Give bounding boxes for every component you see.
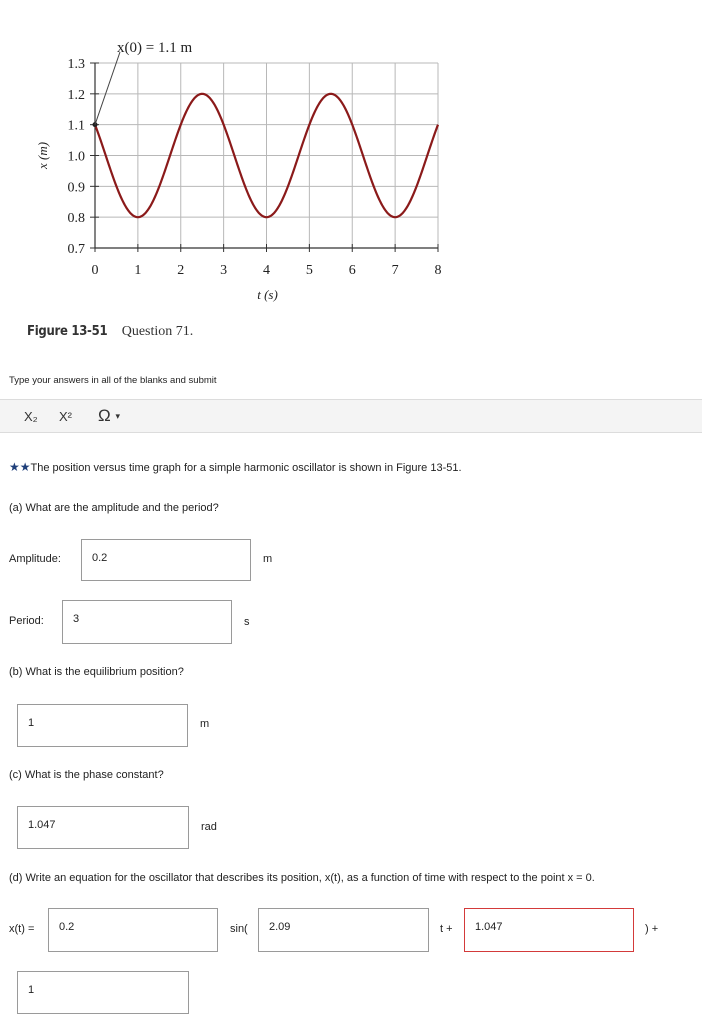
equation-xt-label: x(t) =: [9, 923, 35, 935]
editor-toolbar: [0, 399, 702, 433]
equilibrium-unit: m: [200, 718, 210, 730]
part-a-prompt: (a) What are the amplitude and the period?: [9, 502, 219, 514]
figure-caption-text: Question 71.: [121, 324, 194, 339]
question-intro: [9, 460, 462, 474]
y-tick-label: 1.2: [67, 87, 85, 103]
omega-icon: Ω: [98, 406, 111, 425]
superscript-button[interactable]: X²: [59, 409, 72, 424]
x-tick-label: 0: [91, 263, 99, 278]
x-tick-label: 1: [134, 263, 142, 278]
equation-close-plus-label: ) +: [645, 923, 659, 935]
x-tick-label: 4: [263, 263, 270, 278]
amplitude-unit: m: [263, 553, 273, 565]
equation-sin-label: sin(: [230, 923, 248, 935]
equilibrium-input[interactable]: 1: [17, 704, 188, 747]
chevron-down-icon: ▾: [115, 411, 120, 422]
chart-tick-labels: [68, 57, 442, 278]
equation-amplitude-input[interactable]: 0.2: [48, 908, 218, 952]
y-tick-label: 0.9: [67, 180, 85, 196]
x-tick-label: 5: [305, 263, 313, 278]
y-tick-label: 1.0: [67, 149, 85, 165]
x-tick-label: 7: [391, 263, 399, 278]
position-time-chart: [0, 0, 702, 310]
x-axis-label: t (s): [257, 287, 278, 302]
y-axis-label: x (m): [35, 141, 50, 170]
chart-annotation: x(0) = 1.1 m: [117, 40, 193, 56]
y-tick-label: 1.1: [67, 118, 85, 134]
period-input[interactable]: 3: [62, 600, 232, 644]
figure-label: Figure 13-51: [27, 324, 108, 339]
period-label: Period:: [9, 615, 44, 627]
chart-axes: [90, 63, 438, 252]
equation-omega-input[interactable]: 2.09: [258, 908, 429, 952]
difficulty-stars: ★★: [9, 460, 31, 474]
y-tick-label: 0.8: [67, 211, 85, 227]
part-d-prompt: (d) Write an equation for the oscillator that describes its position, x(t), as a function of time with respect to the point x = 0.: [9, 872, 595, 884]
symbol-menu-button[interactable]: [98, 406, 120, 426]
y-tick-label: 0.7: [67, 242, 85, 257]
question-intro-text: The position versus time graph for a simple harmonic oscillator is shown in Figure 13-51.: [30, 462, 462, 474]
amplitude-input[interactable]: 0.2: [81, 539, 251, 581]
figure-caption: [27, 322, 193, 340]
x-tick-label: 8: [434, 263, 442, 278]
chart-grid: [95, 63, 438, 248]
instructions: Type your answers in all of the blanks and submit: [9, 375, 217, 386]
amplitude-label: Amplitude:: [9, 553, 61, 565]
x-tick-label: 6: [348, 263, 356, 278]
subscript-button[interactable]: X₂: [24, 409, 38, 424]
part-b-prompt: (b) What is the equilibrium position?: [9, 666, 184, 678]
part-c-prompt: (c) What is the phase constant?: [9, 769, 164, 781]
x-tick-label: 2: [177, 263, 185, 278]
y-tick-label: 1.3: [67, 57, 85, 72]
equation-t-plus-label: t +: [440, 923, 453, 935]
x-tick-label: 3: [220, 263, 228, 278]
period-unit: s: [244, 616, 250, 628]
equation-phase-input[interactable]: 1.047: [464, 908, 634, 952]
phase-unit: rad: [201, 821, 217, 833]
equation-offset-input[interactable]: 1: [17, 971, 189, 1014]
phase-constant-input[interactable]: 1.047: [17, 806, 189, 849]
